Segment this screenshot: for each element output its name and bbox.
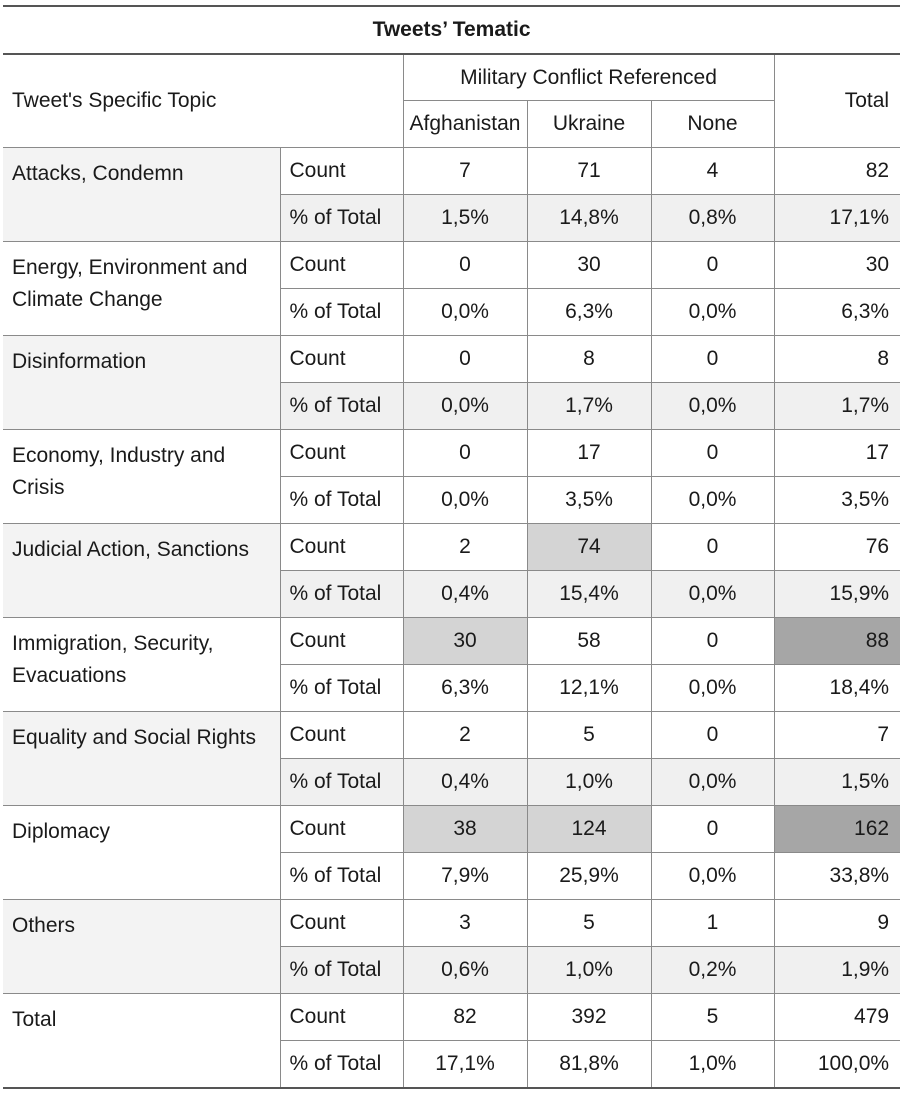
- statistic-label: Count: [280, 806, 403, 853]
- percent-cell-total: 1,7%: [774, 383, 900, 430]
- percent-cell-ukraine: 15,4%: [527, 571, 651, 618]
- count-cell-afghanistan: 2: [403, 524, 527, 571]
- statistic-label: % of Total: [280, 1041, 403, 1089]
- percent-cell-total: 6,3%: [774, 289, 900, 336]
- percent-cell-afghanistan: 0,4%: [403, 571, 527, 618]
- topic-label: Judicial Action, Sanctions: [3, 524, 280, 618]
- statistic-label: Count: [280, 900, 403, 947]
- count-cell-none: 4: [651, 148, 774, 195]
- column-header-afghanistan: Afghanistan: [403, 101, 527, 148]
- count-cell-ukraine: 392: [527, 994, 651, 1041]
- percent-cell-afghanistan: 17,1%: [403, 1041, 527, 1089]
- percent-cell-total: 33,8%: [774, 853, 900, 900]
- count-cell-afghanistan: 7: [403, 148, 527, 195]
- percent-cell-ukraine: 1,7%: [527, 383, 651, 430]
- topic-label: Equality and Social Rights: [3, 712, 280, 806]
- percent-cell-ukraine: 3,5%: [527, 477, 651, 524]
- table-row: [3, 994, 900, 1041]
- topic-label: Attacks, Condemn: [3, 148, 280, 242]
- count-cell-ukraine: 5: [527, 712, 651, 759]
- total-column-header: Total: [774, 54, 900, 148]
- percent-cell-afghanistan: 0,0%: [403, 477, 527, 524]
- statistic-label: Count: [280, 336, 403, 383]
- statistic-label: % of Total: [280, 571, 403, 618]
- percent-cell-none: 0,8%: [651, 195, 774, 242]
- count-cell-afghanistan: 0: [403, 430, 527, 477]
- count-cell-ukraine: 124: [527, 806, 651, 853]
- count-cell-ukraine: 71: [527, 148, 651, 195]
- table-row: [3, 242, 900, 289]
- percent-cell-ukraine: 25,9%: [527, 853, 651, 900]
- count-cell-total: 162: [774, 806, 900, 853]
- count-cell-total: 88: [774, 618, 900, 665]
- percent-cell-ukraine: 81,8%: [527, 1041, 651, 1089]
- count-cell-ukraine: 74: [527, 524, 651, 571]
- statistic-label: Count: [280, 524, 403, 571]
- statistic-label: % of Total: [280, 665, 403, 712]
- percent-cell-none: 0,0%: [651, 759, 774, 806]
- count-cell-none: 0: [651, 336, 774, 383]
- percent-cell-ukraine: 6,3%: [527, 289, 651, 336]
- percent-cell-none: 0,0%: [651, 853, 774, 900]
- count-cell-afghanistan: 30: [403, 618, 527, 665]
- count-cell-none: 0: [651, 712, 774, 759]
- table-row: [3, 148, 900, 195]
- count-cell-none: 1: [651, 900, 774, 947]
- percent-cell-afghanistan: 6,3%: [403, 665, 527, 712]
- tweets-crosstab-table: [3, 5, 900, 1089]
- statistic-label: Count: [280, 712, 403, 759]
- count-cell-none: 5: [651, 994, 774, 1041]
- count-cell-none: 0: [651, 618, 774, 665]
- statistic-label: % of Total: [280, 947, 403, 994]
- statistic-label: Count: [280, 148, 403, 195]
- percent-cell-none: 0,0%: [651, 383, 774, 430]
- percent-cell-total: 15,9%: [774, 571, 900, 618]
- statistic-label: Count: [280, 242, 403, 289]
- table-row: [3, 430, 900, 477]
- column-header-ukraine: Ukraine: [527, 101, 651, 148]
- count-cell-afghanistan: 2: [403, 712, 527, 759]
- percent-cell-afghanistan: 1,5%: [403, 195, 527, 242]
- percent-cell-none: 0,0%: [651, 289, 774, 336]
- percent-cell-afghanistan: 7,9%: [403, 853, 527, 900]
- count-cell-total: 17: [774, 430, 900, 477]
- percent-cell-none: 0,0%: [651, 477, 774, 524]
- topic-label: Others: [3, 900, 280, 994]
- topic-label: Economy, Industry and Crisis: [3, 430, 280, 524]
- count-cell-afghanistan: 3: [403, 900, 527, 947]
- statistic-label: % of Total: [280, 477, 403, 524]
- statistic-label: % of Total: [280, 195, 403, 242]
- topic-label: Total: [3, 994, 280, 1089]
- count-cell-afghanistan: 82: [403, 994, 527, 1041]
- count-cell-afghanistan: 0: [403, 336, 527, 383]
- column-header-none: None: [651, 101, 774, 148]
- conflict-group-header: Military Conflict Referenced: [403, 54, 774, 101]
- percent-cell-total: 100,0%: [774, 1041, 900, 1089]
- percent-cell-ukraine: 1,0%: [527, 759, 651, 806]
- table-row: [3, 712, 900, 759]
- count-cell-none: 0: [651, 524, 774, 571]
- percent-cell-ukraine: 14,8%: [527, 195, 651, 242]
- statistic-label: Count: [280, 994, 403, 1041]
- percent-cell-total: 1,5%: [774, 759, 900, 806]
- statistic-label: % of Total: [280, 289, 403, 336]
- percent-cell-ukraine: 1,0%: [527, 947, 651, 994]
- percent-cell-total: 3,5%: [774, 477, 900, 524]
- count-cell-total: 9: [774, 900, 900, 947]
- statistic-label: % of Total: [280, 759, 403, 806]
- percent-cell-afghanistan: 0,0%: [403, 383, 527, 430]
- count-cell-afghanistan: 0: [403, 242, 527, 289]
- topic-label: Energy, Environment and Climate Change: [3, 242, 280, 336]
- count-cell-ukraine: 30: [527, 242, 651, 289]
- count-cell-total: 82: [774, 148, 900, 195]
- count-cell-none: 0: [651, 430, 774, 477]
- percent-cell-total: 17,1%: [774, 195, 900, 242]
- count-cell-total: 7: [774, 712, 900, 759]
- percent-cell-none: 0,2%: [651, 947, 774, 994]
- count-cell-total: 479: [774, 994, 900, 1041]
- count-cell-afghanistan: 38: [403, 806, 527, 853]
- statistic-label: Count: [280, 618, 403, 665]
- topic-label: Disinformation: [3, 336, 280, 430]
- percent-cell-afghanistan: 0,6%: [403, 947, 527, 994]
- percent-cell-total: 18,4%: [774, 665, 900, 712]
- topic-column-header: Tweet's Specific Topic: [3, 54, 403, 148]
- table-row: [3, 336, 900, 383]
- count-cell-none: 0: [651, 242, 774, 289]
- percent-cell-ukraine: 12,1%: [527, 665, 651, 712]
- table-row: [3, 806, 900, 853]
- topic-label: Immigration, Security, Evacuations: [3, 618, 280, 712]
- statistic-label: Count: [280, 430, 403, 477]
- percent-cell-total: 1,9%: [774, 947, 900, 994]
- count-cell-ukraine: 8: [527, 336, 651, 383]
- table-row: [3, 524, 900, 571]
- count-cell-total: 76: [774, 524, 900, 571]
- percent-cell-afghanistan: 0,4%: [403, 759, 527, 806]
- percent-cell-none: 0,0%: [651, 571, 774, 618]
- table-row: [3, 900, 900, 947]
- count-cell-ukraine: 5: [527, 900, 651, 947]
- count-cell-none: 0: [651, 806, 774, 853]
- topic-label: Diplomacy: [3, 806, 280, 900]
- count-cell-total: 8: [774, 336, 900, 383]
- table-row: [3, 618, 900, 665]
- count-cell-ukraine: 58: [527, 618, 651, 665]
- statistic-label: % of Total: [280, 383, 403, 430]
- percent-cell-none: 0,0%: [651, 665, 774, 712]
- count-cell-ukraine: 17: [527, 430, 651, 477]
- count-cell-total: 30: [774, 242, 900, 289]
- table-title: Tweets’ Tematic: [3, 6, 900, 54]
- percent-cell-none: 1,0%: [651, 1041, 774, 1089]
- percent-cell-afghanistan: 0,0%: [403, 289, 527, 336]
- statistic-label: % of Total: [280, 853, 403, 900]
